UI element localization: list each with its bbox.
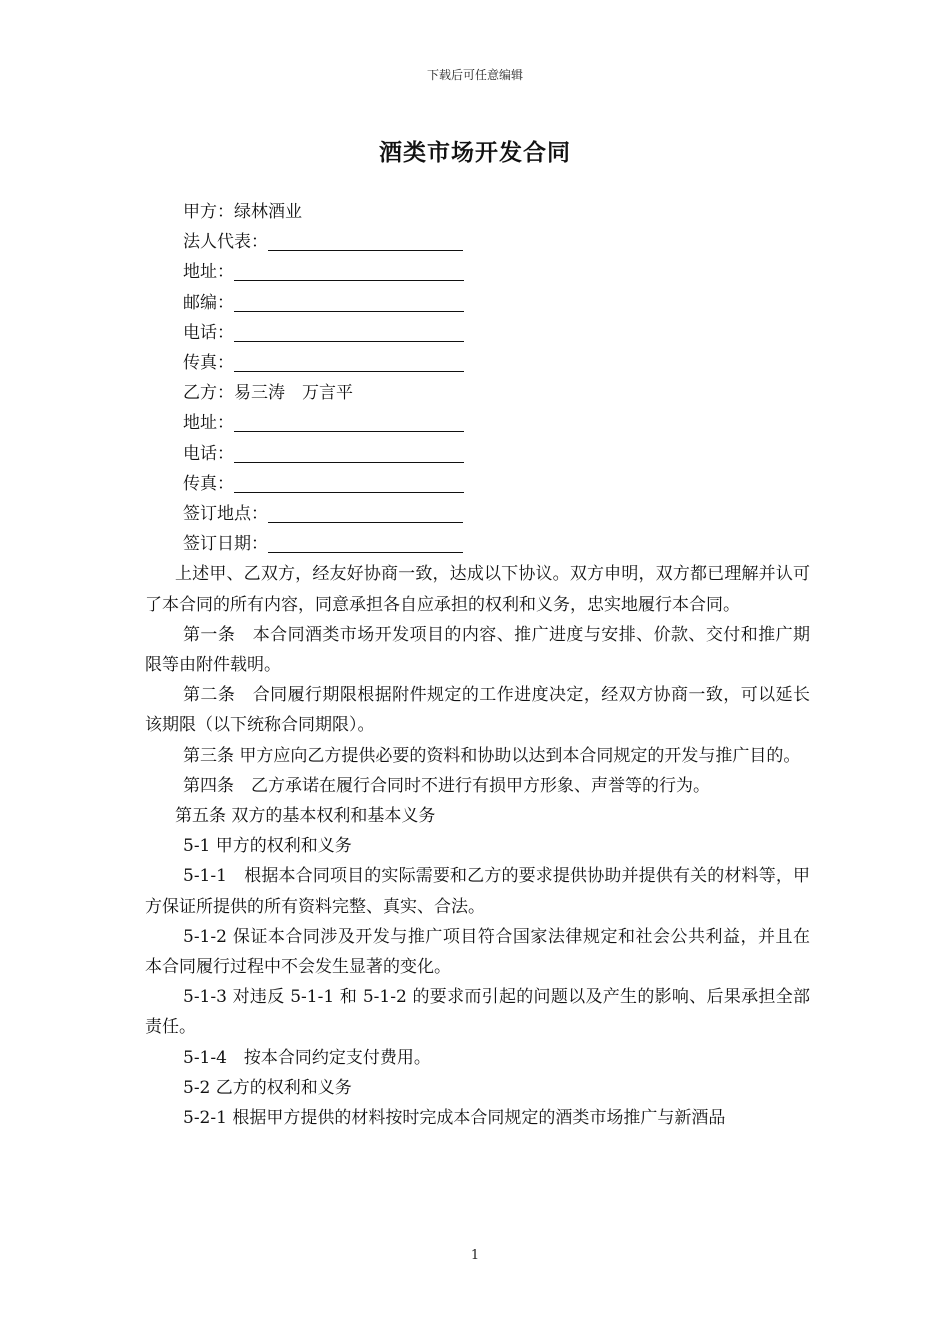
section-5-1: 5-1 甲方的权利和义务 xyxy=(183,836,352,857)
party-b-phone-field xyxy=(183,439,810,469)
party-a-fax-field xyxy=(183,348,810,378)
field-label: 电话： xyxy=(183,443,234,464)
party-a-phone-field xyxy=(183,318,810,348)
article-3: 第三条 甲方应向乙方提供必要的资料和协助以达到本合同规定的开发与推广目的。 xyxy=(183,745,801,766)
intro-paragraph: 上述甲、乙双方，经友好协商一致，达成以下协议。双方申明，双方都已理解并认可了本合同的所有内容，同意承担各自应承担的权利和义务，忠实地履行本合同。 xyxy=(145,564,810,615)
party-b-name-text: 乙方：易三涛 万言平 xyxy=(183,383,353,404)
article-1: 第一条 本合同酒类市场开发项目的内容、推广进度与安排、价款、交付和推广期限等由附件载明。 xyxy=(145,624,810,676)
field-label: 传真： xyxy=(183,473,234,494)
signing-place-field xyxy=(183,499,810,529)
page-number: 1 xyxy=(470,1248,480,1263)
blank-line xyxy=(234,411,464,432)
blank-line xyxy=(268,502,463,523)
field-label: 邮编： xyxy=(183,292,234,313)
page-header: 下载后可任意编辑 xyxy=(426,68,523,82)
clause-5-2-1: 5-2-1 根据甲方提供的材料按时完成本合同规定的酒类市场推广与新酒品 xyxy=(183,1108,726,1129)
party-b-name xyxy=(183,378,810,408)
party-a-postcode-field xyxy=(183,288,810,318)
party-a-rep-field xyxy=(183,227,810,257)
blank-line xyxy=(268,532,463,553)
blank-line xyxy=(234,442,464,463)
section-5-2: 5-2 乙方的权利和义务 xyxy=(183,1077,352,1098)
field-label: 签订地点： xyxy=(183,504,268,525)
field-label: 法人代表： xyxy=(183,232,268,253)
blank-line xyxy=(234,260,464,281)
signing-date-field xyxy=(183,529,810,559)
document-title: 酒类市场开发合同 xyxy=(379,139,571,166)
blank-line xyxy=(234,291,464,312)
document-body xyxy=(145,197,810,1133)
party-a-address-field xyxy=(183,257,810,287)
party-b-address-field xyxy=(183,408,810,438)
field-label: 地址： xyxy=(183,413,234,434)
clause-5-1-1: 5-1-1 根据本合同项目的实际需要和乙方的要求提供协助并提供有关的材料等，甲方保证所提供的所有资料完整、真实、合法。 xyxy=(145,866,810,917)
clause-5-1-3: 5-1-3 对违反 5-1-1 和 5-1-2 的要求而引起的问题以及产生的影响、后果承担全部责任。 xyxy=(145,987,810,1038)
party-b-fax-field xyxy=(183,469,810,499)
blank-line xyxy=(234,351,464,372)
field-label: 签订日期： xyxy=(183,534,268,555)
field-label: 地址： xyxy=(183,262,234,283)
article-2: 第二条 合同履行期限根据附件规定的工作进度决定，经双方协商一致，可以延长该期限（以下统称合同期限）。 xyxy=(145,685,810,736)
blank-line xyxy=(268,230,463,251)
field-label: 传真： xyxy=(183,353,234,374)
party-a-name xyxy=(183,197,810,227)
clause-5-1-4: 5-1-4 按本合同约定支付费用。 xyxy=(183,1047,431,1068)
field-label: 电话： xyxy=(183,322,234,343)
article-5: 第五条 双方的基本权利和基本义务 xyxy=(175,806,436,827)
blank-line xyxy=(234,472,464,493)
blank-line xyxy=(234,321,464,342)
article-4: 第四条 乙方承诺在履行合同时不进行有损甲方形象、声誉等的行为。 xyxy=(183,775,710,796)
clause-5-1-2: 5-1-2 保证本合同涉及开发与推广项目符合国家法律规定和社会公共利益，并且在本合同履行过程中不会发生显著的变化。 xyxy=(145,926,810,978)
party-a-name-text: 甲方：绿林酒业 xyxy=(183,202,302,222)
